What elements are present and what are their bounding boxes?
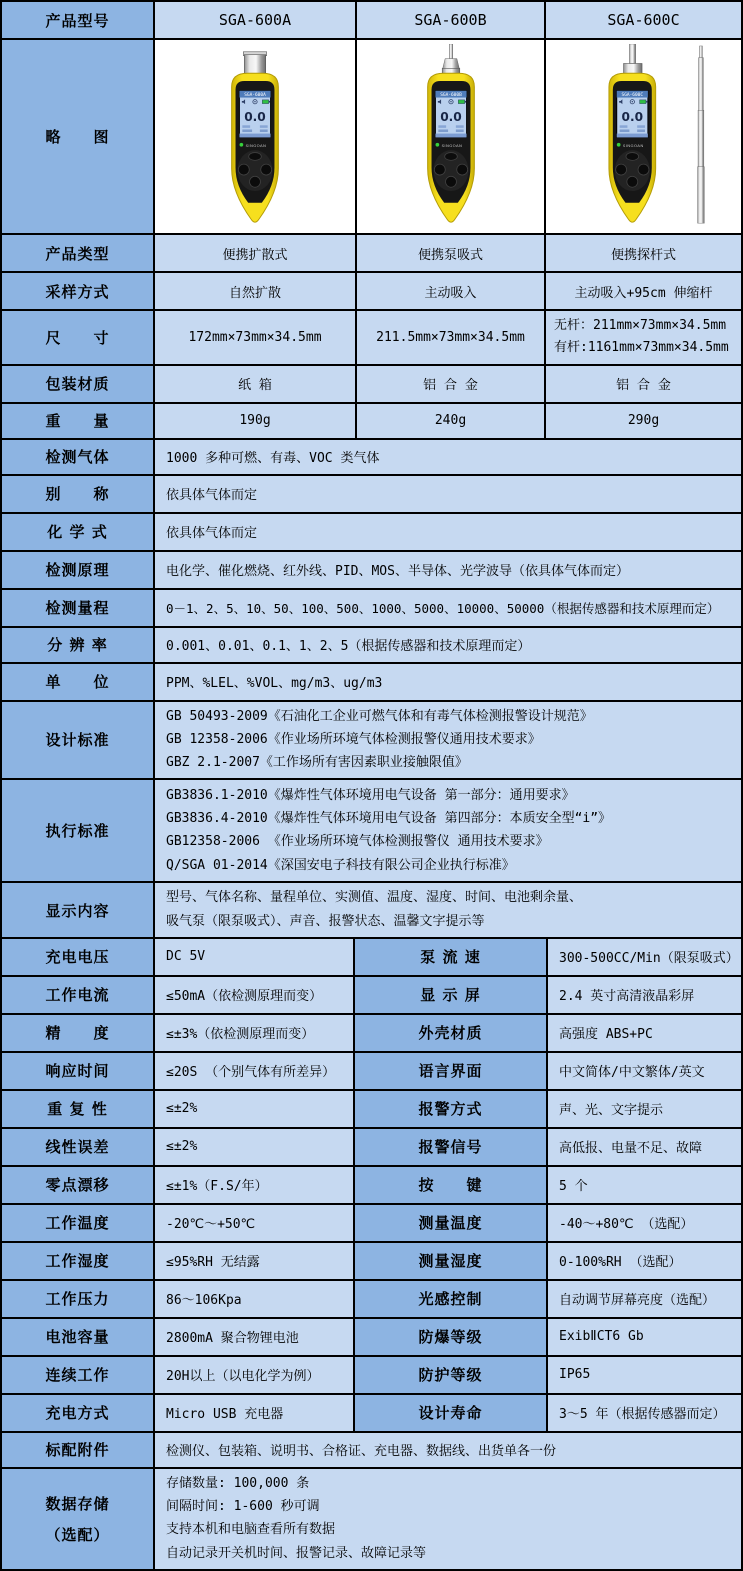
spec-value-right: ExibⅡCT6 Gb [548,1319,741,1355]
spec-label-right: 按 键 [355,1167,548,1203]
left-button [434,164,445,175]
lcd-info-bar [260,125,268,128]
brand-text: SINGOAN [441,142,462,148]
value-c [546,311,741,364]
status-led [240,143,244,147]
spec-value-left: ≤95%RH 无结露 [155,1243,355,1279]
row-resolution [2,628,741,664]
model-name-a: SGA-600A [155,2,357,38]
spec-label-left: 零点漂移 [2,1167,155,1203]
display-content-line: 吸气泵（限泵吸式）、声音、报警状态、温馨文字提示等 [166,913,485,929]
row-label: 标配附件 [2,1433,155,1467]
row-label: 重 量 [2,404,155,438]
storage-line: 存储数量: 100,000 条 [166,1475,310,1491]
battery-icon [262,100,270,104]
lcd-info-bar [637,129,645,132]
row-value [155,1469,741,1569]
spec-label-left: 工作温度 [2,1205,155,1241]
right-button [261,164,272,175]
value-b: 铝 合 金 [357,366,546,402]
lcd-reading: 0.0 [244,109,266,124]
battery-icon [640,100,648,104]
value-c: 主动吸入+95cm 伸缩杆 [546,273,741,309]
spec-label-left: 充电方式 [2,1395,155,1431]
value-a: 便携扩散式 [155,235,357,271]
value-b: 便携泵吸式 [357,235,546,271]
row-label [2,1469,155,1569]
dimension-with-rod: 有杆:1161mm×73mm×34.5mm [554,340,729,356]
row-label: 产品类型 [2,235,155,271]
storage-line: 支持本机和电脑查看所有数据 [166,1522,336,1538]
spec-label-left: 线性误差 [2,1129,155,1165]
standard-line: GB12358-2006 《作业场所环境气体检测报警仪 通用技术要求》 [166,834,549,850]
diffusion-sensor-cap-icon [243,52,266,75]
spec-label-right: 报警方式 [355,1091,548,1127]
right-button [456,164,467,175]
spec-value-left: ≤±1%（F.S/年） [155,1167,355,1203]
spec-row [2,1129,741,1167]
row-standard-accessories [2,1433,741,1469]
value-c: 便携探杆式 [546,235,741,271]
lcd-info-bar [242,129,252,132]
row-label: 检测原理 [2,552,155,588]
lcd-status-strip [239,134,270,138]
row-label: 化 学 式 [2,514,155,550]
row-label: 检测气体 [2,440,155,474]
row-packaging [2,366,741,404]
row-unit [2,664,741,702]
product-image-cell-a [155,40,357,233]
row-execution-standards [2,780,741,883]
value-a: 自然扩散 [155,273,357,309]
spec-value-left: Micro USB 充电器 [155,1395,355,1431]
lcd-reading: 0.0 [439,109,462,124]
lcd-model-text: SGA-600A [244,92,266,98]
row-value: 0－1、2、5、10、50、100、500、1000、5000、10000、50000（根据传感器和技术原理而定） [155,590,741,626]
value-b: 240g [357,404,546,438]
row-value [155,702,741,779]
standard-line: GB 12358-2006《作业场所环境气体检测报警仪通用技术要求》 [166,731,541,747]
spec-value-left: 86～106Kpa [155,1281,355,1317]
spec-value-right: 声、光、文字提示 [548,1091,741,1127]
spec-value-left: ≤±2% [155,1129,355,1165]
button-cluster [615,150,650,191]
fan-hub-icon [450,101,451,102]
spec-label-left: 响应时间 [2,1053,155,1089]
spec-label-right: 外壳材质 [355,1015,548,1051]
value-a: 190g [155,404,357,438]
lcd-screen [435,91,466,138]
spec-label-right: 泵 流 速 [355,939,548,975]
lcd-info-bar [455,125,463,128]
spec-label-left: 重 复 性 [2,1091,155,1127]
spec-label-right: 报警信号 [355,1129,548,1165]
row-label: 别 称 [2,476,155,512]
row-value: 电化学、催化燃烧、红外线、PID、MOS、半导体、光学波导（依具体气体而定） [155,552,741,588]
spec-row [2,1015,741,1053]
row-data-storage [2,1469,741,1569]
lcd-status-strip [435,134,466,138]
row-value [155,883,741,937]
telescopic-rod-icon [698,46,705,223]
button-cluster [237,150,272,191]
spec-label-right: 光感控制 [355,1281,548,1317]
product-image-cell-b [357,40,546,233]
spec-value-left: ≤±3%（依检测原理而变） [155,1015,355,1051]
row-value [155,780,741,881]
spec-value-left: ≤50mA（依检测原理而变） [155,977,355,1013]
sketch-row [2,40,741,235]
lcd-info-bar [438,129,448,132]
row-weight [2,404,741,440]
product-image-sga-600c-probe-rod [566,44,721,229]
spec-value-right: 2.4 英寸高清液晶彩屏 [548,977,741,1013]
status-led [435,143,439,147]
row-label-line: （选配） [45,1525,110,1544]
spec-label-right: 防爆等级 [355,1319,548,1355]
row-value: 检测仪、包装箱、说明书、合格证、充电器、数据线、出货单各一份 [155,1433,741,1467]
product-image-sga-600b-pump [381,44,521,229]
row-value: 1000 多种可燃、有毒、VOC 类气体 [155,440,741,474]
value-c: 290g [546,404,741,438]
spec-label-right: 测量湿度 [355,1243,548,1279]
lcd-info-bar [637,125,645,128]
row-label: 单 位 [2,664,155,700]
spec-row [2,1167,741,1205]
spec-value-right: -40～+80℃ （选配） [548,1205,741,1241]
spec-value-left: ≤±2% [155,1091,355,1127]
standard-line: Q/SGA 01-2014《深国安电子科技有限公司企业执行标准》 [166,857,515,873]
row-sampling-method [2,273,741,311]
row-label: 包装材质 [2,366,155,402]
row-label-line: 数据存储 [45,1494,110,1513]
display-content-line: 型号、气体名称、量程单位、实测值、温度、湿度、时间、电池剩余量、 [166,890,583,906]
row-display-content [2,883,741,939]
row-label: 尺 寸 [2,311,155,364]
spec-row [2,1319,741,1357]
standard-line: GB3836.4-2010《爆炸性气体环境用电气设备 第四部分：本质安全型“i”》 [166,811,612,826]
model-name-b: SGA-600B [357,2,546,38]
lcd-screen [239,91,270,138]
pump-probe-icon [624,44,643,76]
lcd-info-bar [455,129,463,132]
product-image-sga-600a-diffusion [185,44,325,229]
enter-button [445,176,456,187]
spec-label-right: 测量温度 [355,1205,548,1241]
spec-label-left: 电池容量 [2,1319,155,1355]
lcd-info-bar [438,125,446,128]
row-label: 检测量程 [2,590,155,626]
left-button [238,164,249,175]
spec-value-right: 0-100%RH （选配） [548,1243,741,1279]
lcd-info-bar [620,129,630,132]
spec-row [2,977,741,1015]
row-label: 分 辨 率 [2,628,155,662]
lcd-info-bar [620,125,628,128]
spec-label-left: 连续工作 [2,1357,155,1393]
spec-value-left: ≤20S （个别气体有所差异） [155,1053,355,1089]
spec-row [2,1357,741,1395]
row-detected-gases [2,440,741,476]
storage-line: 间隔时间: 1-600 秒可调 [166,1499,320,1514]
status-led [617,143,621,147]
standard-line: GB 50493-2009《石油化工企业可燃气体和有毒气体检测报警设计规范》 [166,708,593,724]
spec-value-left: 2800mA 聚合物锂电池 [155,1319,355,1355]
value-b: 211.5mm×73mm×34.5mm [357,311,546,364]
row-chemical-formula [2,514,741,552]
right-button [638,164,649,175]
value-a: 纸 箱 [155,366,357,402]
spec-row [2,939,741,977]
row-product-type [2,235,741,273]
dimension-without-rod: 无杆：211mm×73mm×34.5mm [554,318,727,333]
standard-line: GB3836.1-2010《爆炸性气体环境用电气设备 第一部分：通用要求》 [166,787,575,803]
row-label: 采样方式 [2,273,155,309]
lcd-status-strip [617,134,648,138]
spec-row [2,1205,741,1243]
row-alias [2,476,741,514]
spec-value-left: -20℃～+50℃ [155,1205,355,1241]
row-design-standards [2,702,741,781]
spec-row [2,1091,741,1129]
spec-label-left: 工作压力 [2,1281,155,1317]
brand-text: SINGOAN [622,142,644,148]
spec-value-right: 中文简体/中文繁体/英文 [548,1053,741,1089]
menu-button [249,153,262,161]
spec-value-right: 自动调节屏幕亮度（选配） [548,1281,741,1317]
spec-label-right: 设计寿命 [355,1395,548,1431]
menu-button [626,153,639,161]
lcd-reading: 0.0 [621,109,644,124]
lcd-screen [617,91,648,138]
left-button [616,164,627,175]
spec-label-left: 精 度 [2,1015,155,1051]
row-value: PPM、%LEL、%VOL、mg/m3、ug/m3 [155,664,741,700]
enter-button [627,176,638,187]
value-a: 172mm×73mm×34.5mm [155,311,357,364]
brand-text: SINGOAN [245,142,267,148]
fan-hub-icon [254,101,255,102]
spec-value-right: 3～5 年（根据传感器而定） [548,1395,741,1431]
spec-value-right: 5 个 [548,1167,741,1203]
row-value: 依具体气体而定 [155,514,741,550]
row-value: 0.001、0.01、0.1、1、2、5（根据传感器和技术原理而定） [155,628,741,662]
spec-row [2,1243,741,1281]
lcd-model-text: SGA-600C [621,92,644,98]
spec-row [2,1395,741,1433]
button-cluster [433,150,468,191]
product-image-cell-c [546,40,741,233]
menu-button [444,153,457,161]
model-name-c: SGA-600C [546,2,741,38]
spec-row [2,1053,741,1091]
spec-value-right: 300-500CC/Min（限泵吸式） [548,939,741,975]
row-value: 依具体气体而定 [155,476,741,512]
row-detection-principle [2,552,741,590]
header-label: 产品型号 [2,2,155,38]
spec-value-right: 高低报、电量不足、故障 [548,1129,741,1165]
enter-button [250,176,261,187]
spec-label-left: 工作湿度 [2,1243,155,1279]
battery-icon [458,100,466,104]
lcd-info-bar [260,129,268,132]
spec-value-right: IP65 [548,1357,741,1393]
spec-value-left: 20H以上（以电化学为例） [155,1357,355,1393]
row-dimensions [2,311,741,366]
spec-label-left: 工作电流 [2,977,155,1013]
spec-label-left: 充电电压 [2,939,155,975]
lcd-info-bar [242,125,250,128]
standard-line: GBZ 2.1-2007《工作场所有害因素职业接触限值》 [166,755,468,770]
row-label: 显示内容 [2,883,155,937]
row-detection-range [2,590,741,628]
row-label: 执行标准 [2,780,155,881]
spec-value-left: DC 5V [155,939,355,975]
sketch-label: 略 图 [2,40,155,233]
header-row [2,2,741,40]
row-label: 设计标准 [2,702,155,779]
storage-line: 自动记录开关机时间、报警记录、故障记录等 [166,1545,427,1561]
lcd-model-text: SGA-600B [439,92,462,98]
value-b: 主动吸入 [357,273,546,309]
spec-label-right: 防护等级 [355,1357,548,1393]
spec-label-right: 显 示 屏 [355,977,548,1013]
fan-hub-icon [632,101,633,102]
value-c: 铝 合 金 [546,366,741,402]
spec-value-right: 高强度 ABS+PC [548,1015,741,1051]
spec-row [2,1281,741,1319]
spec-label-right: 语言界面 [355,1053,548,1089]
